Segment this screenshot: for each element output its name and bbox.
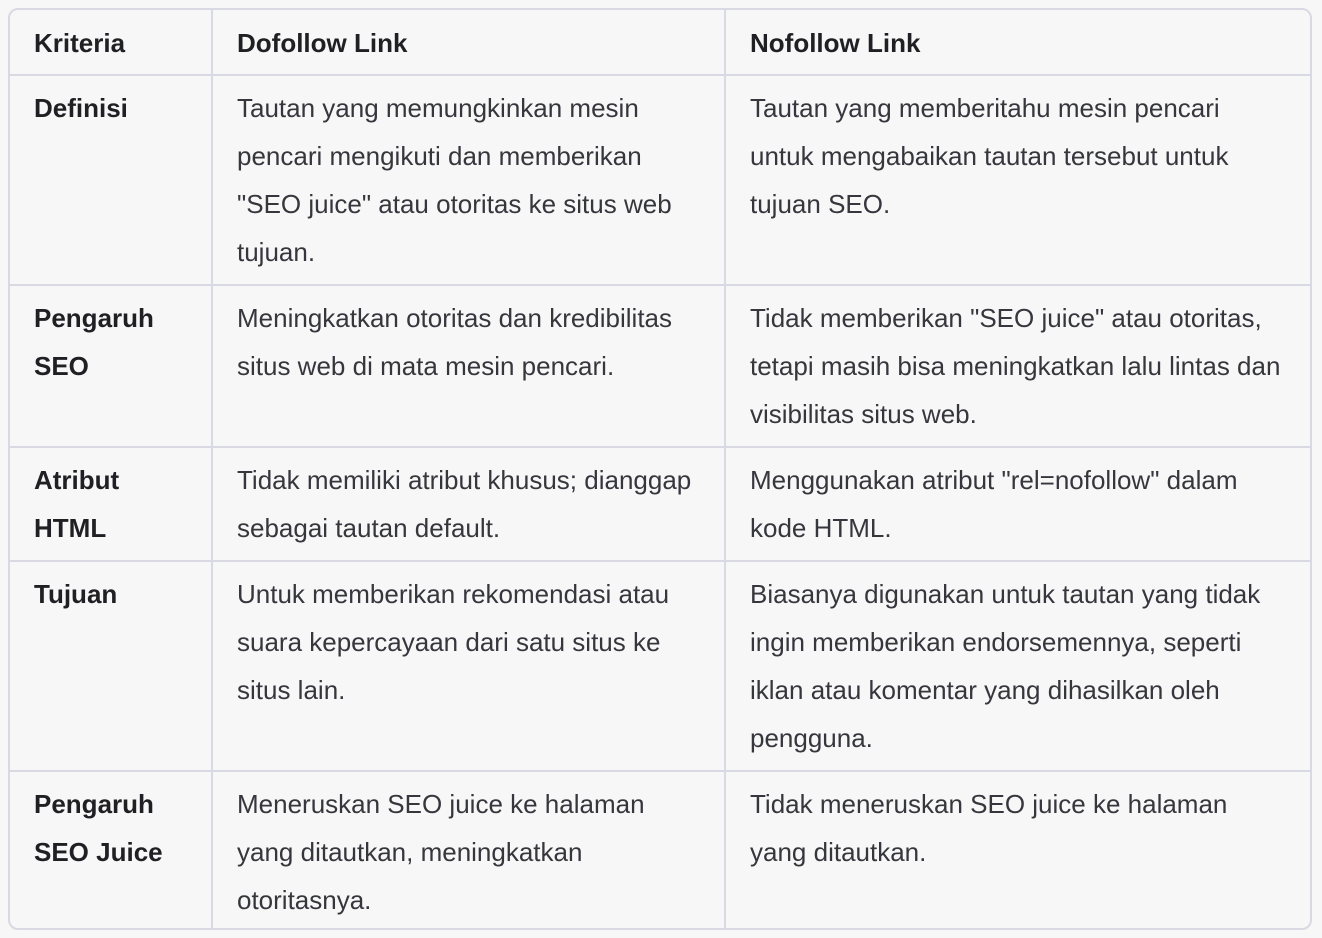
dofollow-cell: Tautan yang memungkinkan mesin pencari mengikuti dan memberikan "SEO juice" atau otoritas ke situs web tujuan. <box>212 75 725 285</box>
nofollow-cell: Menggunakan atribut "rel=nofollow" dalam kode HTML. <box>725 447 1310 561</box>
table-row <box>10 771 1310 930</box>
table-row <box>10 285 1310 447</box>
criteria-cell: Tujuan <box>10 561 212 771</box>
dofollow-cell: Untuk memberikan rekomendasi atau suara kepercayaan dari satu situs ke situs lain. <box>212 561 725 771</box>
nofollow-cell: Tidak memberikan "SEO juice" atau otoritas, tetapi masih bisa meningkatkan lalu lintas dan visibilitas situs web. <box>725 285 1310 447</box>
nofollow-cell: Tautan yang memberitahu mesin pencari untuk mengabaikan tautan tersebut untuk tujuan SEO. <box>725 75 1310 285</box>
criteria-cell: Pengaruh SEO Juice <box>10 771 212 930</box>
table-header-row <box>10 10 1310 75</box>
table-row <box>10 447 1310 561</box>
table-row <box>10 561 1310 771</box>
criteria-cell: Atribut HTML <box>10 447 212 561</box>
comparison-table-container <box>8 8 1312 930</box>
criteria-cell: Definisi <box>10 75 212 285</box>
comparison-table <box>10 10 1310 930</box>
header-criteria: Kriteria <box>10 10 212 75</box>
dofollow-cell: Meneruskan SEO juice ke halaman yang ditautkan, meningkatkan otoritasnya. <box>212 771 725 930</box>
table-row <box>10 75 1310 285</box>
nofollow-cell: Biasanya digunakan untuk tautan yang tidak ingin memberikan endorsemennya, seperti iklan atau komentar yang dihasilkan oleh pengguna. <box>725 561 1310 771</box>
dofollow-cell: Tidak memiliki atribut khusus; dianggap sebagai tautan default. <box>212 447 725 561</box>
header-dofollow: Dofollow Link <box>212 10 725 75</box>
header-nofollow: Nofollow Link <box>725 10 1310 75</box>
nofollow-cell: Tidak meneruskan SEO juice ke halaman yang ditautkan. <box>725 771 1310 930</box>
criteria-cell: Pengaruh SEO <box>10 285 212 447</box>
dofollow-cell: Meningkatkan otoritas dan kredibilitas situs web di mata mesin pencari. <box>212 285 725 447</box>
